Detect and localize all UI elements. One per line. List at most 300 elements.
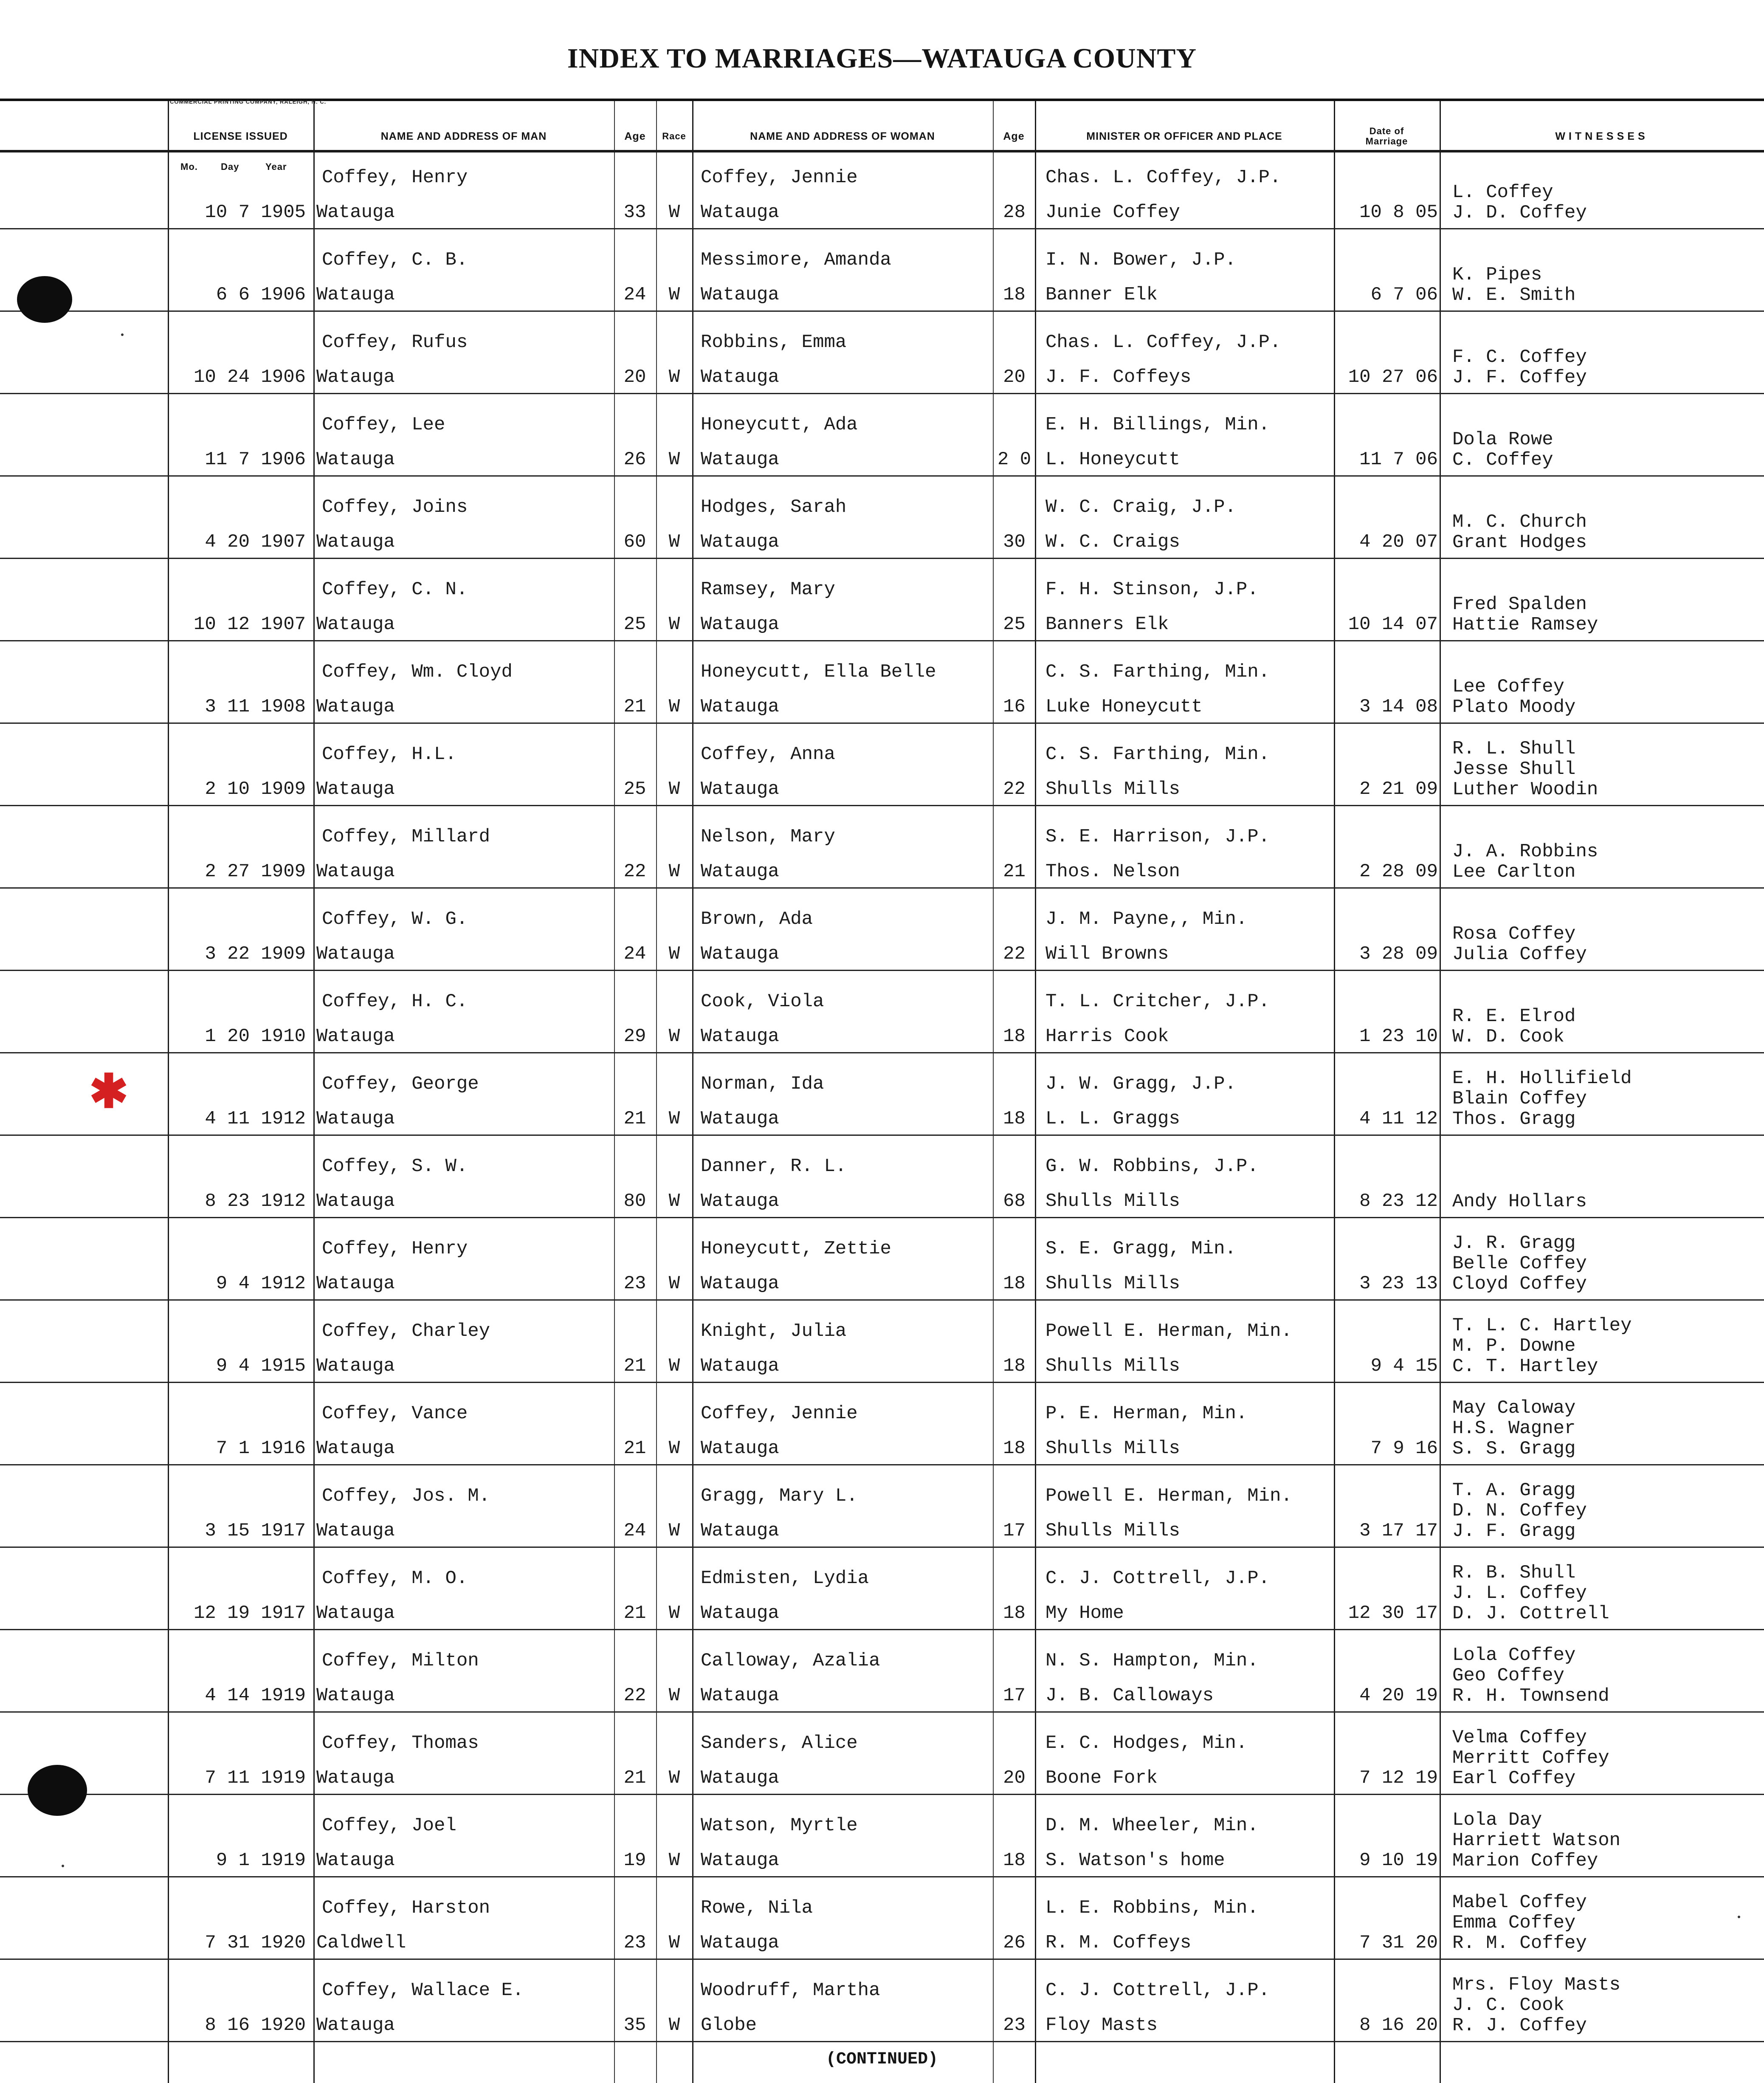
witness-name: W. E. Smith [1452,285,1576,306]
marriage-place: Harris Cook [1045,1026,1169,1047]
witness-name: Jesse Shull [1452,759,1576,780]
woman-address: Watauga [701,861,779,882]
witness-name: Thos. Gragg [1452,1109,1576,1130]
marriage-place: Junie Coffey [1045,202,1180,223]
marriage-date: 7 31 20 [1359,1932,1438,1953]
witnesses-cell [1452,1968,1758,2036]
woman-name: Danner, R. L. [701,1156,847,1177]
minister-officer: N. S. Hampton, Min. [1045,1650,1259,1671]
race: W [668,696,680,717]
witness-name: D. J. Cottrell [1452,1603,1609,1624]
witness-name: Geo Coffey [1452,1665,1565,1686]
woman-address: Watauga [701,1685,779,1706]
marriage-date: 3 23 13 [1359,1273,1438,1294]
table-row [0,971,1764,1053]
woman-age: 28 [1003,202,1026,223]
woman-age: 18 [1003,1355,1026,1377]
woman-address: Watauga [701,614,779,635]
race: W [668,1685,680,1706]
witness-name: Grant Hodges [1452,532,1587,553]
license-issued: 9 4 1915 [216,1355,306,1377]
table-row [0,1218,1764,1300]
man-address: Watauga [316,1520,395,1541]
subheader-year: Year [265,161,287,172]
witnesses-cell [1452,1556,1758,1624]
man-age: 21 [623,1108,646,1129]
witness-name: J. L. Coffey [1452,1583,1587,1604]
witness-name: L. Coffey [1452,182,1553,203]
witnesses-cell [1452,649,1758,717]
table-row [0,1465,1764,1547]
man-address: Watauga [316,1026,395,1047]
marriage-place: L. Honeycutt [1045,449,1180,470]
witness-name: Emma Coffey [1452,1912,1576,1933]
man-age: 24 [623,943,646,965]
man-age: 29 [623,1026,646,1047]
table-row [0,229,1764,311]
table-row [0,1877,1764,1959]
license-issued: 6 6 1906 [216,284,306,305]
table-row [0,641,1764,723]
header-race: Race [662,131,686,141]
witnesses-cell [1452,897,1758,965]
asterisk-mark-icon: ✱ [89,1065,129,1118]
man-name: Coffey, Vance [322,1403,468,1424]
man-address: Watauga [316,861,395,882]
woman-name: Ramsey, Mary [701,579,835,600]
minister-officer: S. E. Harrison, J.P. [1045,826,1270,847]
woman-name: Edmisten, Lydia [701,1568,869,1589]
man-age: 24 [623,284,646,305]
woman-age: 21 [1003,861,1026,882]
marriage-place: Shulls Mills [1045,1273,1180,1294]
woman-age: 30 [1003,531,1026,553]
marriage-place: L. L. Graggs [1045,1108,1180,1129]
witness-name: Lola Day [1452,1809,1542,1831]
marriage-date: 11 7 06 [1359,449,1438,470]
witness-name: Lee Carlton [1452,861,1576,883]
header-date: Date of Marriage [1365,126,1408,147]
minister-officer: E. H. Billings, Min. [1045,414,1270,435]
man-address: Watauga [316,1850,395,1871]
woman-age: 18 [1003,1850,1026,1871]
witnesses-cell [1452,1061,1758,1129]
man-age: 21 [623,1603,646,1624]
man-age: 25 [623,779,646,800]
woman-address: Watauga [701,1850,779,1871]
man-address: Watauga [316,2015,395,2036]
woman-address: Watauga [701,1520,779,1541]
man-address: Watauga [316,1685,395,1706]
man-name: Coffey, S. W. [322,1156,468,1177]
witness-name: H.S. Wagner [1452,1418,1576,1439]
man-name: Coffey, Milton [322,1650,479,1671]
witnesses-cell [1452,1309,1758,1377]
man-name: Coffey, Henry [322,167,468,188]
table-row [0,1300,1764,1383]
table-row [0,1547,1764,1630]
woman-age: 20 [1003,367,1026,388]
woman-name: Honeycutt, Ella Belle [701,661,936,683]
table-row [0,1383,1764,1465]
race: W [668,1932,680,1953]
man-address: Watauga [316,943,395,965]
man-name: Coffey, C. B. [322,249,468,271]
speck [121,333,124,336]
witnesses-cell [1452,402,1758,470]
woman-address: Watauga [701,284,779,305]
license-issued: 7 11 1919 [205,1767,306,1789]
printer-imprint: COMMERCIAL PRINTING COMPANY, RALEIGH, N. C. [170,99,327,105]
license-issued: 4 20 1907 [205,531,306,553]
man-address: Watauga [316,1603,395,1624]
minister-officer: C. J. Cottrell, J.P. [1045,1980,1270,2001]
witness-name: Cloyd Coffey [1452,1273,1587,1295]
marriage-place: My Home [1045,1603,1124,1624]
license-issued: 8 16 1920 [205,2015,306,2036]
woman-age: 25 [1003,614,1026,635]
minister-officer: J. W. Gragg, J.P. [1045,1073,1236,1095]
man-age: 80 [623,1191,646,1212]
minister-officer: C. J. Cottrell, J.P. [1045,1568,1270,1589]
marriage-place: Shulls Mills [1045,1355,1180,1377]
man-address: Watauga [316,202,395,223]
man-address: Watauga [316,284,395,305]
header-minister: MINISTER OR OFFICER AND PLACE [1086,130,1282,142]
marriage-date: 4 20 19 [1359,1685,1438,1706]
marriage-place: Shulls Mills [1045,1191,1180,1212]
header-license: LICENSE ISSUED [193,130,288,142]
marriage-place: Shulls Mills [1045,779,1180,800]
man-address: Watauga [316,367,395,388]
witnesses-cell [1452,979,1758,1047]
witness-name: Fred Spalden [1452,594,1587,615]
witnesses-cell [1452,237,1758,305]
table-row [0,1135,1764,1218]
witness-name: R. L. Shull [1452,738,1576,759]
race: W [668,1520,680,1541]
witness-name: J. D. Coffey [1452,202,1587,223]
witness-name: Julia Coffey [1452,944,1587,965]
marriage-date: 12 30 17 [1348,1603,1438,1624]
witnesses-cell [1452,485,1758,553]
race: W [668,2015,680,2036]
witness-name: D. N. Coffey [1452,1500,1587,1521]
witness-name: J. F. Gragg [1452,1521,1576,1542]
woman-address: Watauga [701,1355,779,1377]
minister-officer: F. H. Stinson, J.P. [1045,579,1259,600]
woman-address: Watauga [701,1932,779,1953]
man-age: 20 [623,367,646,388]
man-name: Coffey, Rufus [322,332,468,353]
subheader-month: Mo. [180,161,198,172]
woman-age: 20 [1003,1767,1026,1789]
woman-name: Cook, Viola [701,991,824,1012]
woman-name: Messimore, Amanda [701,249,891,271]
witness-name: Earl Coffey [1452,1768,1576,1789]
woman-address: Watauga [701,1026,779,1047]
man-name: Coffey, Charley [322,1321,490,1342]
witness-name: Marion Coffey [1452,1850,1598,1871]
table-row [0,1795,1764,1877]
witness-name: M. C. Church [1452,511,1587,533]
man-address: Watauga [316,531,395,553]
marriage-date: 3 28 09 [1359,943,1438,965]
license-issued: 10 12 1907 [193,614,306,635]
witnesses-cell [1452,1226,1758,1294]
woman-address: Watauga [701,531,779,553]
woman-address: Watauga [701,943,779,965]
witnesses-cell [1452,1473,1758,1541]
man-address: Watauga [316,614,395,635]
man-name: Coffey, Wm. Cloyd [322,661,513,683]
minister-officer: Chas. L. Coffey, J.P. [1045,167,1281,188]
marriage-date: 4 11 12 [1359,1108,1438,1129]
man-name: Coffey, W. G. [322,909,468,930]
witness-name: Velma Coffey [1452,1727,1587,1748]
woman-age: 17 [1003,1685,1026,1706]
woman-name: Rowe, Nila [701,1897,813,1919]
marriage-place: Shulls Mills [1045,1520,1180,1541]
table-row [0,147,1764,229]
witness-name: Dola Rowe [1452,429,1553,450]
table-row [0,394,1764,476]
witness-name: Andy Hollars [1452,1191,1587,1212]
marriage-place: Shulls Mills [1045,1438,1180,1459]
man-address: Watauga [316,449,395,470]
minister-officer: Chas. L. Coffey, J.P. [1045,332,1281,353]
marriage-place: W. C. Craigs [1045,531,1180,553]
license-issued: 8 23 1912 [205,1191,306,1212]
license-issued: 3 22 1909 [205,943,306,965]
witness-name: Lee Coffey [1452,676,1565,697]
witness-name: Harriett Watson [1452,1830,1621,1851]
header-woman: NAME AND ADDRESS OF WOMAN [750,130,935,142]
man-name: Coffey, Harston [322,1897,490,1919]
woman-address: Watauga [701,696,779,717]
license-issued: 12 19 1917 [193,1603,306,1624]
minister-officer: T. L. Critcher, J.P. [1045,991,1270,1012]
woman-age: 26 [1003,1932,1026,1953]
race: W [668,1108,680,1129]
minister-officer: W. C. Craig, J.P. [1045,497,1236,518]
race: W [668,531,680,553]
man-age: 21 [623,1767,646,1789]
man-name: Coffey, Millard [322,826,490,847]
marriage-date: 2 28 09 [1359,861,1438,882]
man-age: 25 [623,614,646,635]
race: W [668,449,680,470]
race: W [668,202,680,223]
marriage-date: 9 4 15 [1370,1355,1438,1377]
license-issued: 2 10 1909 [205,779,306,800]
witnesses-cell [1452,1885,1758,1953]
marriage-date: 6 7 06 [1370,284,1438,305]
row-divider [0,2041,1764,2042]
license-issued: 3 11 1908 [205,696,306,717]
man-age: 22 [623,1685,646,1706]
table-row [0,311,1764,394]
woman-name: Nelson, Mary [701,826,835,847]
marriage-date: 1 23 10 [1359,1026,1438,1047]
minister-officer: I. N. Bower, J.P. [1045,249,1236,271]
man-address: Watauga [316,696,395,717]
woman-name: Gragg, Mary L. [701,1485,858,1507]
woman-name: Calloway, Azalia [701,1650,880,1671]
header-witnesses: WITNESSES [1555,130,1648,142]
marriage-date: 10 27 06 [1348,367,1438,388]
table-row [0,888,1764,971]
woman-age: 23 [1003,2015,1026,2036]
marriage-place: Will Browns [1045,943,1169,965]
woman-age: 18 [1003,1273,1026,1294]
table-row [0,1712,1764,1795]
race: W [668,1438,680,1459]
header-man: NAME AND ADDRESS OF MAN [380,130,547,142]
race: W [668,779,680,800]
man-address: Watauga [316,1767,395,1789]
witness-name: S. S. Gragg [1452,1438,1576,1459]
marriage-place: Banner Elk [1045,284,1158,305]
license-issued: 10 7 1905 [205,202,306,223]
minister-officer: C. S. Farthing, Min. [1045,661,1270,683]
subheader-day: Day [221,161,240,172]
man-name: Coffey, Jos. M. [322,1485,490,1507]
witness-name: Rosa Coffey [1452,923,1576,945]
witness-name: E. H. Hollifield [1452,1068,1632,1089]
marriage-place: Thos. Nelson [1045,861,1180,882]
woman-age: 22 [1003,779,1026,800]
man-address: Watauga [316,779,395,800]
table-row [0,1053,1764,1135]
license-issued: 10 24 1906 [193,367,306,388]
witnesses-cell [1452,1144,1758,1212]
man-address: Watauga [316,1273,395,1294]
woman-name: Sanders, Alice [701,1733,858,1754]
license-issued: 7 1 1916 [216,1438,306,1459]
woman-age: 18 [1003,284,1026,305]
witness-name: J. F. Coffey [1452,367,1587,388]
man-address: Caldwell [316,1932,406,1953]
man-age: 21 [623,1355,646,1377]
woman-address: Watauga [701,202,779,223]
minister-officer: C. S. Farthing, Min. [1045,744,1270,765]
witnesses-cell [1452,1391,1758,1459]
witness-name: Belle Coffey [1452,1253,1587,1274]
witness-name: J. C. Cook [1452,1995,1565,2016]
license-issued: 11 7 1906 [205,449,306,470]
license-issued: 4 14 1919 [205,1685,306,1706]
table-row [0,476,1764,559]
witness-name: R. J. Coffey [1452,2015,1587,2036]
man-name: Coffey, Lee [322,414,445,435]
man-age: 33 [623,202,646,223]
ink-blot [17,276,72,323]
man-age: 21 [623,1438,646,1459]
woman-name: Knight, Julia [701,1321,847,1342]
minister-officer: Powell E. Herman, Min. [1045,1485,1292,1507]
witness-name: Luther Woodin [1452,779,1598,800]
table-row [0,1630,1764,1712]
man-age: 26 [623,449,646,470]
woman-address: Watauga [701,1108,779,1129]
woman-name: Woodruff, Martha [701,1980,880,2001]
marriage-date: 8 23 12 [1359,1191,1438,1212]
marriage-place: J. B. Calloways [1045,1685,1214,1706]
license-issued: 2 27 1909 [205,861,306,882]
witness-name: May Caloway [1452,1397,1576,1419]
man-age: 22 [623,861,646,882]
race: W [668,1026,680,1047]
page-title: INDEX TO MARRIAGES—WATAUGA COUNTY [567,43,1197,74]
witness-name: J. R. Gragg [1452,1233,1576,1254]
man-age: 23 [623,1273,646,1294]
woman-age: 18 [1003,1438,1026,1459]
man-name: Coffey, C. N. [322,579,468,600]
minister-officer: Powell E. Herman, Min. [1045,1321,1292,1342]
table-row [0,723,1764,806]
witness-name: T. A. Gragg [1452,1480,1576,1501]
woman-address: Watauga [701,449,779,470]
license-issued: 9 1 1919 [216,1850,306,1871]
woman-name: Norman, Ida [701,1073,824,1095]
speck [1738,1916,1740,1918]
marriage-date: 10 8 05 [1359,202,1438,223]
witness-name: R. M. Coffey [1452,1933,1587,1954]
race: W [668,861,680,882]
woman-name: Hodges, Sarah [701,497,847,518]
race: W [668,1273,680,1294]
witnesses-cell [1452,320,1758,388]
man-age: 60 [623,531,646,553]
witness-name: W. D. Cook [1452,1026,1565,1047]
woman-address: Watauga [701,1767,779,1789]
woman-name: Robbins, Emma [701,332,847,353]
man-name: Coffey, George [322,1073,479,1095]
table-row [0,1959,1764,2042]
woman-age: 2 0 [997,449,1031,470]
minister-officer: D. M. Wheeler, Min. [1045,1815,1259,1836]
marriage-date: 3 14 08 [1359,696,1438,717]
woman-name: Honeycutt, Ada [701,414,858,435]
man-name: Coffey, Joins [322,497,468,518]
woman-age: 18 [1003,1108,1026,1129]
man-name: Coffey, Henry [322,1238,468,1259]
man-address: Watauga [316,1355,395,1377]
marriage-date: 9 10 19 [1359,1850,1438,1871]
man-age: 19 [623,1850,646,1871]
marriage-date: 3 17 17 [1359,1520,1438,1541]
marriage-place: Floy Masts [1045,2015,1158,2036]
woman-age: 17 [1003,1520,1026,1541]
woman-name: Coffey, Jennie [701,1403,858,1424]
woman-address: Watauga [701,1273,779,1294]
witnesses-cell [1452,1638,1758,1706]
marriage-place: Luke Honeycutt [1045,696,1203,717]
witness-name: Plato Moody [1452,697,1576,718]
man-name: Coffey, H. C. [322,991,468,1012]
witness-name: T. L. C. Hartley [1452,1315,1632,1336]
witness-name: Hattie Ramsey [1452,614,1598,635]
license-issued: 4 11 1912 [205,1108,306,1129]
man-age: 35 [623,2015,646,2036]
woman-address: Watauga [701,367,779,388]
woman-age: 16 [1003,696,1026,717]
minister-officer: G. W. Robbins, J.P. [1045,1156,1259,1177]
witness-name: Merritt Coffey [1452,1747,1609,1769]
witness-name: Blain Coffey [1452,1088,1587,1109]
marriage-place: Banners Elk [1045,614,1169,635]
